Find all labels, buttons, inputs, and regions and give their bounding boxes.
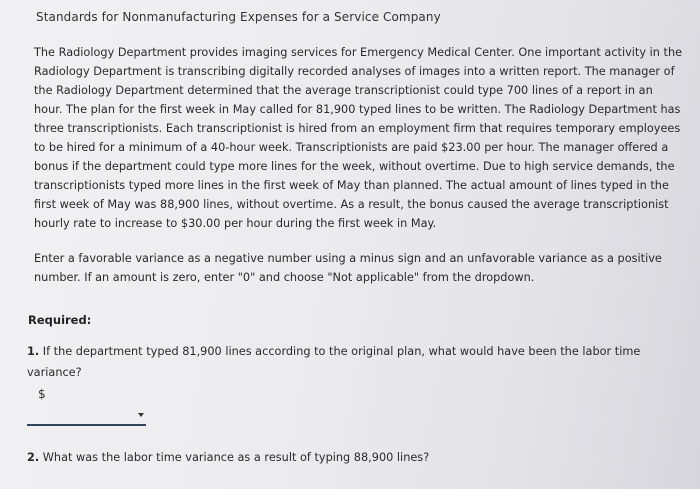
dropdown-arrow-icon[interactable] (138, 413, 144, 417)
required-heading: Required: (28, 313, 92, 327)
variance-type-dropdown[interactable] (27, 408, 146, 426)
problem-paragraph: The Radiology Department provides imaging services for Emergency Medical Center. One important activity in the Radiology Department is transcribing digitally recorded analyses of images into a written report. The manager of the Radiology Department determined that the average transcriptionist could type 700 lines of a report in an hour. The plan for the first week in May called for 81,900 typed lines to be written. The Radiology Department has three transcriptionists. Each transcriptionist is hired from an employment firm that requires temporary employees to be hired for a minimum of a 40-hour week. Transcriptionists are paid $23.00 per hour. The manager offered a bonus if the department could type more lines for the week, without overtime. Due to high service demands, the transcriptionists typed more lines in the first week of May than planned. The actual amount of lines typed in the first week of May was 88,900 lines, without overtime. As a result, the bonus caused the average transcriptionist hourly rate to increase to $30.00 per hour during the first week in May. (34, 46, 683, 230)
question-2 (27, 447, 667, 468)
question-2-text: What was the labor time variance as a result of typing 88,900 lines? (42, 451, 430, 464)
currency-symbol: $ (38, 387, 46, 401)
question-2-number: 2. (27, 451, 40, 464)
question-1-text: If the department typed 81,900 lines according to the original plan, what would have been the labor time variance? (27, 345, 641, 379)
instruction-paragraph: Enter a favorable variance as a negative number using a minus sign and an unfavorable variance as a positive number. If an amount is zero, enter "0" and choose "Not applicable" from the dropdown. (34, 252, 662, 284)
question-1-number: 1. (27, 345, 40, 358)
page-title: Standards for Nonmanufacturing Expenses for a Service Company (36, 10, 441, 24)
question-1 (27, 341, 667, 383)
